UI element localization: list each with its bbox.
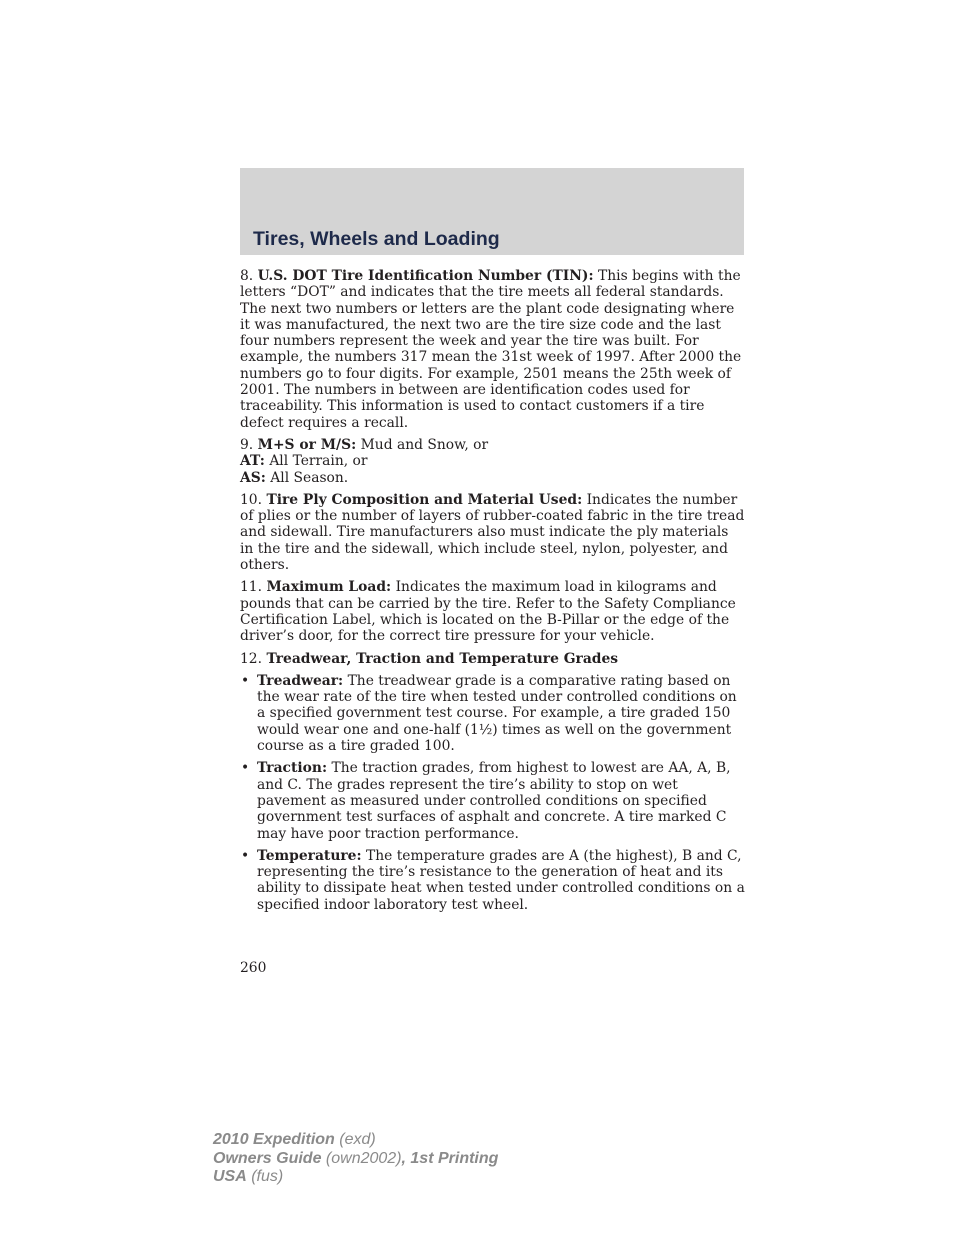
item-8-term: U.S. DOT Tire Identification Number (TIN): bbox=[257, 268, 594, 284]
bullet-icon: • bbox=[241, 672, 250, 689]
bullet-icon: • bbox=[241, 760, 250, 777]
item-12: 12. Treadwear, Traction and Temperature Grades bbox=[240, 650, 619, 667]
item-9-term-ms: M+S or M/S: bbox=[257, 436, 357, 453]
bullet-icon: • bbox=[241, 847, 250, 864]
item-8-text: This begins with the letters “DOT” and indicates that the tire meets all federal standards. The next two numbers or letters are the plant code designating where it was manufactured, the next two are the tire size code and the last four numbers represent the week and year the tire was built. For example, the numbers 317 mean the 31st week of 1997. After 2000 the numbers go to four digits. For example, 2501 means the 25th week of 2001. The numbers in between are identification codes used for traceability. This information is used to contact customers if a tire defect requires a recall. bbox=[240, 268, 742, 431]
page-content bbox=[240, 268, 746, 919]
item-10-term: Tire Ply Composition and Material Used: bbox=[266, 491, 583, 508]
item-9-term-as: AS: bbox=[240, 469, 266, 486]
list-item: • Treadwear: The treadwear grade is a comparative rating based on the wear rate of the tire when tested under controlled conditions on a specified government test course. For example, a tire graded 150 would wear one and one-half (1½) times as well on the government course as a tire graded 100. bbox=[241, 672, 737, 755]
section-title: Tires, Wheels and Loading bbox=[253, 228, 500, 250]
footer-line-1: 2010 Expedition (exd) bbox=[213, 1131, 376, 1148]
list-item: • Traction: The traction grades, from highest to lowest are AA, A, B, and C. The grades represent the tire’s ability to stop on wet pavement as measured under controlled conditions on specified government test surfaces of asphalt and concrete. A tire marked C may have poor traction performance. bbox=[241, 760, 731, 842]
item-10: 10. Tire Ply Composition and Material Used: Indicates the number of plies or the number of layers of rubber-coated fabric in the tire tread and sidewall. Tire manufacturers also must indicate the ply materials in the tire and the sidewall, which include steel, nylon, polyester, and others. bbox=[240, 491, 745, 574]
item-11: 11. Maximum Load: Indicates the maximum load in kilograms and pounds that can be carried by the tire. Refer to the Safety Compliance Certification Label, which is located on the B-Pillar or the edge of the driver’s door, for the correct tire pressure for your vehicle. bbox=[240, 579, 736, 645]
item-10-text: Indicates the number of plies or the number of layers of rubber-coated fabric in the tire tread and sidewall. Tire manufacturers also must indicate the ply materials in the tire and the sidewall, which include steel, nylon, polyester, and others. bbox=[240, 491, 745, 574]
item-9: 9. M+S or M/S: Mud and Snow, or AT: All Terrain, or AS: All Season. bbox=[240, 436, 489, 486]
page-number: 260 bbox=[240, 960, 267, 976]
footer-line-3: USA (fus) bbox=[213, 1168, 284, 1185]
grades-list bbox=[240, 673, 746, 913]
item-11-text: Indicates the maximum load in kilograms and pounds that can be carried by the tire. Refer to the Safety Compliance Certification Label, which is located on the B-Pillar or the edge of the driver’s door, for the correct tire pressure for your vehicle. bbox=[240, 579, 736, 645]
item-8: 8. U.S. DOT Tire Identification Number (TIN): This begins with the letters “DOT” and indicates that the tire meets all federal standards. The next two numbers or letters are the plant code designating where it was manufactured, the next two are the tire size code and the last four numbers represent the week and year the tire was built. For example, the numbers 317 mean the 31st week of 1997. After 2000 the numbers go to four digits. For example, 2501 means the 25th week of 2001. The numbers in between are identification codes used for traceability. This information is used to contact customers if a tire defect requires a recall. bbox=[240, 268, 742, 431]
item-12-term: Treadwear, Traction and Temperature Grades bbox=[266, 650, 619, 667]
document-footer bbox=[213, 1131, 498, 1187]
item-11-term: Maximum Load: bbox=[266, 579, 392, 596]
footer-line-2: Owners Guide (own2002), 1st Printing bbox=[213, 1149, 499, 1167]
item-9-term-at: AT: bbox=[240, 453, 265, 470]
list-item: • Temperature: The temperature grades are A (the highest), B and C, representing the tire’s resistance to the generation of heat and its ability to dissipate heat when tested under controlled conditions on a specified indoor laboratory test wheel. bbox=[241, 847, 745, 913]
section-header-band bbox=[240, 168, 744, 255]
